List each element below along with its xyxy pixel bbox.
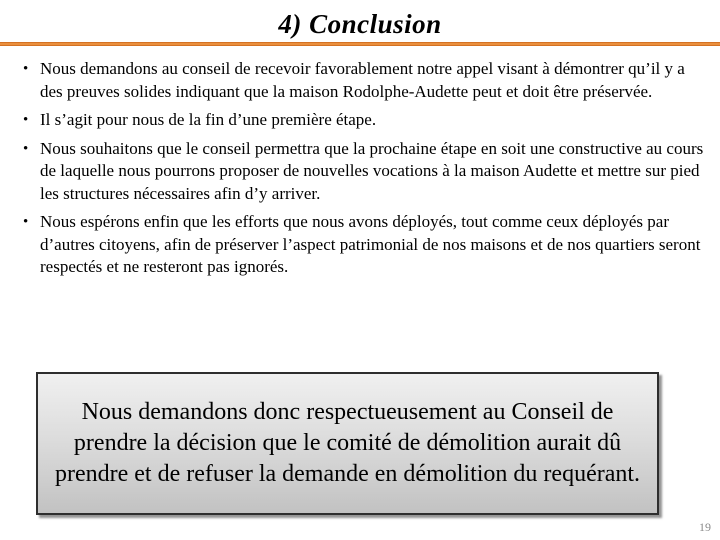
list-item bbox=[18, 211, 708, 279]
bullet-text: Il s’agit pour nous de la fin d’une première étape. bbox=[40, 110, 377, 129]
list-item bbox=[18, 138, 708, 206]
bullet-text: Nous espérons enfin que les efforts que nous avons déployés, tout comme ceux déployés par d’autres citoyens, afin de préserver l’aspect patrimonial de nos maisons et de nos quartiers seront respectés et ne resteront pas ignorés. bbox=[40, 212, 701, 276]
bullet-text: Nous souhaitons que le conseil permettra que la prochaine étape en soit une constructive au cours de laquelle nous pourrons proposer de nouvelles vocations à la maison Audette et mettre sur pied les structures nécessaires afin d’y arriver. bbox=[40, 138, 704, 203]
bullet-list bbox=[18, 58, 708, 285]
page-number: 19 bbox=[699, 520, 711, 534]
conclusion-callout-text: Nous demandons donc respectueusement au Conseil de prendre la décision que le comité de démolition aurait dû prendre et de refuser la demande en démolition du requérant. bbox=[54, 399, 641, 487]
bullet-text: Nous demandons au conseil de recevoir favorablement notre appel visant à démontrer qu’il y a des preuves solides indiquant que la maison Rodolphe-Audette peut et doit être préservée. bbox=[40, 59, 685, 101]
bullet-icon: • bbox=[23, 112, 29, 128]
bullet-icon: • bbox=[23, 214, 29, 230]
slide-title: 4) Conclusion bbox=[278, 9, 442, 39]
title-divider-line bbox=[0, 42, 720, 46]
conclusion-callout-box bbox=[36, 372, 659, 515]
bullet-icon: • bbox=[23, 140, 29, 157]
bullet-icon: • bbox=[23, 61, 29, 77]
list-item bbox=[18, 58, 708, 103]
list-item bbox=[18, 109, 708, 132]
